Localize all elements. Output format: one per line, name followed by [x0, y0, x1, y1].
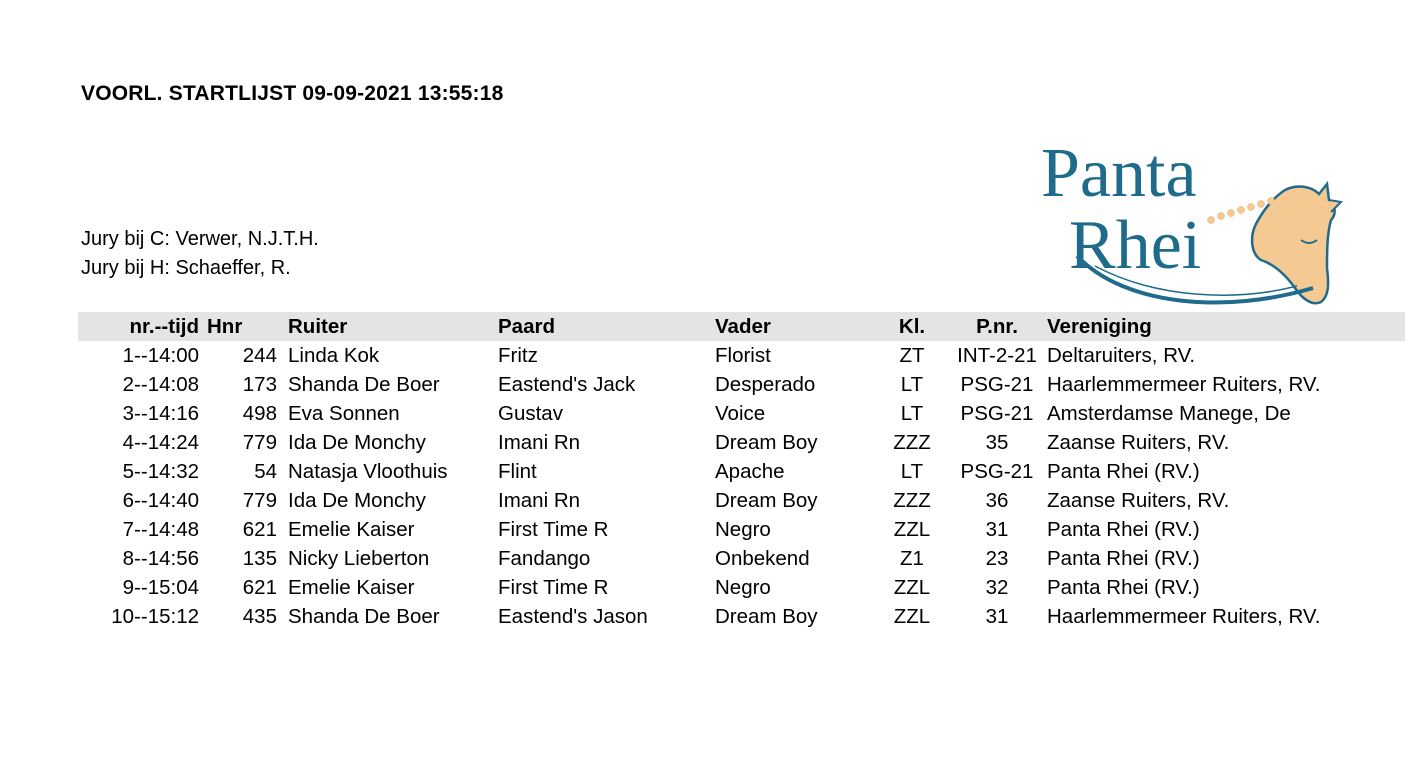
- cell-nr-tijd: 6--14:40: [122, 489, 199, 512]
- cell-paard: First Time R: [498, 576, 609, 599]
- cell-nr-tijd: 4--14:24: [122, 431, 199, 454]
- cell-klasse: Z1: [900, 547, 924, 570]
- column-header-hnr: Hnr: [207, 315, 243, 338]
- cell-nr-tijd: 2--14:08: [122, 373, 199, 396]
- cell-hnr: 435: [242, 605, 277, 628]
- cell-vader: Dream Boy: [715, 605, 818, 628]
- cell-hnr: 621: [242, 576, 277, 599]
- panta-rhei-logo: [1035, 128, 1345, 318]
- cell-vader: Negro: [715, 576, 771, 599]
- page-title: VOORL. STARTLIJST 09-09-2021 13:55:18: [81, 82, 504, 105]
- cell-hnr: 779: [242, 431, 277, 454]
- jury-c: Jury bij C: Verwer, N.J.T.H.: [81, 228, 319, 250]
- cell-klasse: ZZL: [893, 576, 931, 599]
- table-row: [0, 573, 1425, 602]
- cell-hnr: 54: [254, 460, 277, 483]
- cell-pnr: PSG-21: [960, 373, 1034, 396]
- cell-nr-tijd: 9--15:04: [122, 576, 199, 599]
- cell-klasse: ZZL: [893, 518, 931, 541]
- cell-vereniging: Amsterdamse Manege, De: [1047, 402, 1291, 425]
- cell-hnr: 173: [242, 373, 277, 396]
- cell-vereniging: Panta Rhei (RV.): [1047, 576, 1200, 599]
- cell-paard: Eastend's Jason: [498, 605, 648, 628]
- column-header-ruiter: Ruiter: [288, 315, 348, 338]
- svg-text:Panta: Panta: [1041, 135, 1197, 212]
- cell-klasse: LT: [900, 402, 924, 425]
- column-header-klasse: Kl.: [898, 315, 926, 338]
- cell-vader: Florist: [715, 344, 771, 367]
- cell-klasse: ZZZ: [893, 489, 931, 512]
- table-row: [0, 370, 1425, 399]
- cell-ruiter: Ida De Monchy: [288, 489, 426, 512]
- column-header-vereniging: Vereniging: [1047, 315, 1152, 338]
- cell-ruiter: Eva Sonnen: [288, 402, 400, 425]
- cell-nr-tijd: 7--14:48: [122, 518, 199, 541]
- cell-vader: Dream Boy: [715, 489, 818, 512]
- cell-ruiter: Shanda De Boer: [288, 373, 440, 396]
- cell-ruiter: Nicky Lieberton: [288, 547, 430, 570]
- svg-text:Rhei: Rhei: [1069, 207, 1202, 284]
- cell-paard: Gustav: [498, 402, 563, 425]
- cell-pnr: INT-2-21: [957, 344, 1037, 367]
- column-header-nr-tijd: nr.--tijd: [129, 315, 199, 338]
- cell-vereniging: Panta Rhei (RV.): [1047, 547, 1200, 570]
- cell-vereniging: Zaanse Ruiters, RV.: [1047, 431, 1230, 454]
- cell-ruiter: Emelie Kaiser: [288, 518, 415, 541]
- cell-paard: Fritz: [498, 344, 538, 367]
- cell-hnr: 779: [242, 489, 277, 512]
- cell-paard: Fandango: [498, 547, 591, 570]
- cell-nr-tijd: 10--15:12: [111, 605, 199, 628]
- cell-ruiter: Shanda De Boer: [288, 605, 440, 628]
- cell-vereniging: Deltaruiters, RV.: [1047, 344, 1196, 367]
- cell-paard: Flint: [498, 460, 537, 483]
- cell-ruiter: Linda Kok: [288, 344, 380, 367]
- cell-vereniging: Panta Rhei (RV.): [1047, 518, 1200, 541]
- cell-pnr: 35: [985, 431, 1009, 454]
- horse-head-icon: [1252, 184, 1335, 303]
- cell-ruiter: Ida De Monchy: [288, 431, 426, 454]
- cell-klasse: LT: [900, 373, 924, 396]
- cell-vader: Desperado: [715, 373, 816, 396]
- cell-paard: First Time R: [498, 518, 609, 541]
- column-header-vader: Vader: [715, 315, 771, 338]
- cell-vereniging: Zaanse Ruiters, RV.: [1047, 489, 1230, 512]
- cell-pnr: 31: [985, 518, 1009, 541]
- cell-hnr: 621: [242, 518, 277, 541]
- cell-klasse: ZZZ: [893, 431, 931, 454]
- cell-hnr: 135: [242, 547, 277, 570]
- cell-pnr: PSG-21: [960, 460, 1034, 483]
- table-row: [0, 515, 1425, 544]
- cell-nr-tijd: 3--14:16: [122, 402, 199, 425]
- cell-vereniging: Haarlemmermeer Ruiters, RV.: [1047, 605, 1321, 628]
- jury-h: Jury bij H: Schaeffer, R.: [81, 257, 291, 279]
- table-row: [0, 428, 1425, 457]
- table-row: [0, 341, 1425, 370]
- cell-nr-tijd: 5--14:32: [122, 460, 199, 483]
- cell-klasse: LT: [900, 460, 924, 483]
- cell-vader: Voice: [715, 402, 766, 425]
- cell-nr-tijd: 8--14:56: [122, 547, 199, 570]
- table-header: [0, 312, 1425, 341]
- cell-vader: Apache: [715, 460, 785, 483]
- cell-pnr: 23: [985, 547, 1009, 570]
- cell-paard: Eastend's Jack: [498, 373, 636, 396]
- table-row: [0, 544, 1425, 573]
- cell-paard: Imani Rn: [498, 489, 581, 512]
- cell-vader: Negro: [715, 518, 771, 541]
- table-row: [0, 486, 1425, 515]
- cell-vader: Onbekend: [715, 547, 810, 570]
- cell-klasse: ZZL: [893, 605, 931, 628]
- table-row: [0, 602, 1425, 631]
- cell-vereniging: Haarlemmermeer Ruiters, RV.: [1047, 373, 1321, 396]
- cell-pnr: 32: [985, 576, 1009, 599]
- column-header-paard: Paard: [498, 315, 555, 338]
- cell-vader: Dream Boy: [715, 431, 818, 454]
- column-header-pnr: P.nr.: [976, 315, 1018, 338]
- cell-ruiter: Natasja Vloothuis: [288, 460, 448, 483]
- cell-hnr: 244: [242, 344, 277, 367]
- cell-pnr: 36: [985, 489, 1009, 512]
- cell-vereniging: Panta Rhei (RV.): [1047, 460, 1200, 483]
- cell-ruiter: Emelie Kaiser: [288, 576, 415, 599]
- cell-pnr: PSG-21: [960, 402, 1034, 425]
- cell-hnr: 498: [242, 402, 277, 425]
- table-row: [0, 399, 1425, 428]
- table-row: [0, 457, 1425, 486]
- cell-nr-tijd: 1--14:00: [122, 344, 199, 367]
- cell-paard: Imani Rn: [498, 431, 581, 454]
- cell-klasse: ZT: [899, 344, 925, 367]
- cell-pnr: 31: [985, 605, 1009, 628]
